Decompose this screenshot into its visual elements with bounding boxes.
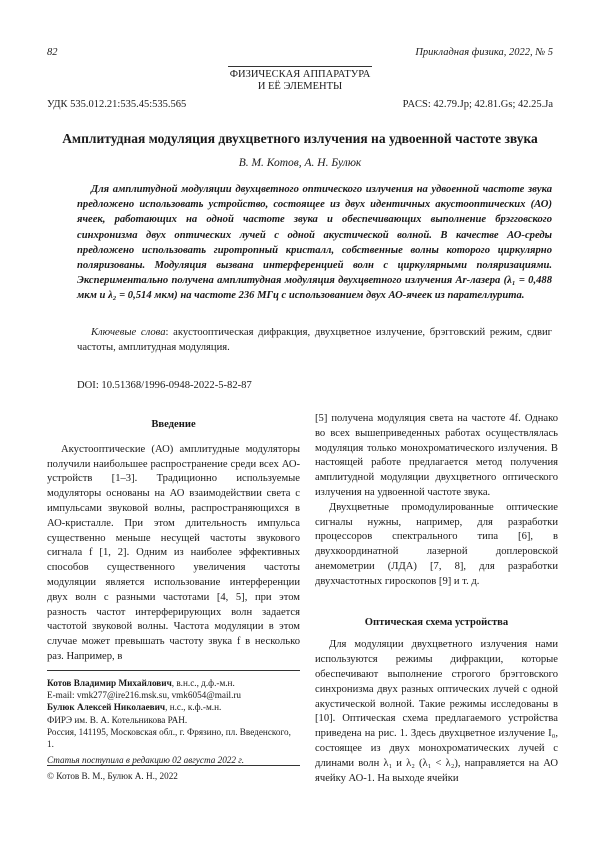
- right-column: [315, 412, 558, 786]
- footnote-rule: [47, 670, 300, 671]
- copyright: © Котов В. М., Булюк А. Н., 2022: [47, 771, 178, 781]
- article-title: Амплитудная модуляция двухцветного излучения на удвоенной частоте звука: [62, 131, 538, 146]
- intro-heading: Введение: [151, 419, 196, 430]
- journal-header: Прикладная физика, 2022, № 5: [415, 47, 553, 58]
- author1-emails: E-mail: vmk277@ire216.msk.su, vmk6054@mail.ru: [47, 690, 242, 701]
- page-number: 82: [47, 47, 58, 58]
- abstract-text: Для амплитудной модуляции двухцветного оптического излучения на удвоенной частоте звука предложено использовать устройство, состоящее из двух идентичных акустооптических (АО) ячеек, работающих на одной частоте звука и обеспечивающих выполнение брэгговского синхронизма двух оптических лучей с одной акустической волной. В качестве АО-среды предложено использовать гиротропный кристалл, собственные волны которого циркулярно поляризованы. Модуляция вызвана интерференцией волн с циркулярными поляризациями. Экспериментально получена амплитудная модуляция двухцветного излучения Ar-лазера (λ₁ = 0,488 мкм и λ₂ = 0,514 мкм) на частоте 236 МГц с использованием двух АО-ячеек из парателлурита.: [77, 184, 552, 302]
- intro-paragraph-2: Двухцветные промодулированные оптические сигналы нужны, например, для разработки процессоров спектрального типа [6], в двухкоординатной лазерной доплеровской анемометрии (ЛДА) [7, 8], для разработки двухчастотных гироскопов [9] и т. д.: [315, 501, 558, 587]
- abstract: [77, 182, 552, 304]
- intro-paragraph-1: Акустооптические (АО) амплитудные модуляторы получили наибольшее распространение среди всех АО-устройств [1–3]. Традиционно используемые модуляторы основаны на АО взаимодействии света с импульсами звуковой волны, распространяющихся в АО-кристалле. При этом длительность импульса существенно меньше несущей частоты звукового сигнала f [1, 2]. Одним из наиболее эффективных способов существенного увеличения частоты модуляции является использование интерференции двух волн с разными частотами [4, 5], при этом разность частот интерферирующих волн задается частотой звуковой волны. Частота модуляции в этом случае может превышать частоту звука f в несколько раз. Например, в: [47, 443, 300, 662]
- optics-paragraph-1: Для модуляции двухцветного излучения нами используются режимы дифракции, которые обеспечивают выполнение строгого брэгговского синхронизма двух разных оптических лучей с одной акустической волной. Такие режимы исследованы в [10]. Оптическая схема предлагаемого устройства приведена на рис. 1. Здесь двухцветное излучение I₀, состоящее из двух монохроматических лучей с длинами волн λ₁ и λ₂ (λ₁ < λ₂), направляется на АО ячейку АО-1. На выходе ячейки: [315, 639, 558, 784]
- optics-heading: Оптическая схема устройства: [364, 616, 509, 628]
- author1-name: Котов Владимир Михайлович: [47, 678, 172, 688]
- author1-title: , в.н.с., д.ф.-м.н.: [171, 678, 235, 688]
- footnote: [47, 677, 300, 766]
- keywords-text: : акустооптическая дифракция, двухцветное излучение, брэгговский режим, сдвиг частоты, амплитудная модуляция.: [77, 327, 552, 354]
- left-column: [47, 418, 300, 665]
- intro-paragraph-1-continued: [5] получена модуляция света на частоте 4f. Однако во всех вышеприведенных работах осуществлялась модуляция только монохроматического излучения. В настоящей работе предлагается метод получения амплитудной модуляции двухцветного оптического излучения на удвоенной частоте звука.: [315, 413, 558, 498]
- section-heading: [0, 69, 600, 93]
- copyright-rule: [47, 765, 300, 766]
- article-authors: В. М. Котов, А. Н. Булюк: [238, 157, 362, 169]
- section-line-1: ФИЗИЧЕСКАЯ АППАРАТУРА: [229, 69, 371, 80]
- received-date: Статья поступила в редакцию 02 августа 2022 г.: [47, 755, 245, 766]
- udc-code: УДК 535.012.21:535.45:535.565: [47, 99, 187, 110]
- address: Россия, 141195, Московская обл., г. Фрязино, пл. Введенского, 1.: [47, 726, 291, 750]
- doi: DOI: 10.51368/1996-0948-2022-5-82-87: [77, 380, 252, 391]
- section-rule: [228, 66, 372, 67]
- keywords: [77, 325, 552, 355]
- affiliation: ФИРЭ им. В. А. Котельникова РАН.: [47, 714, 188, 725]
- pacs-code: PACS: 42.79.Jp; 42.81.Gs; 42.25.Ja: [402, 99, 553, 110]
- author2-name: Булюк Алексей Николаевич: [47, 702, 166, 713]
- author2-title: , н.с., к.ф.-м.н.: [165, 702, 222, 713]
- keywords-label: Ключевые слова: [91, 327, 166, 338]
- section-line-2: И ЕЁ ЭЛЕМЕНТЫ: [257, 81, 343, 92]
